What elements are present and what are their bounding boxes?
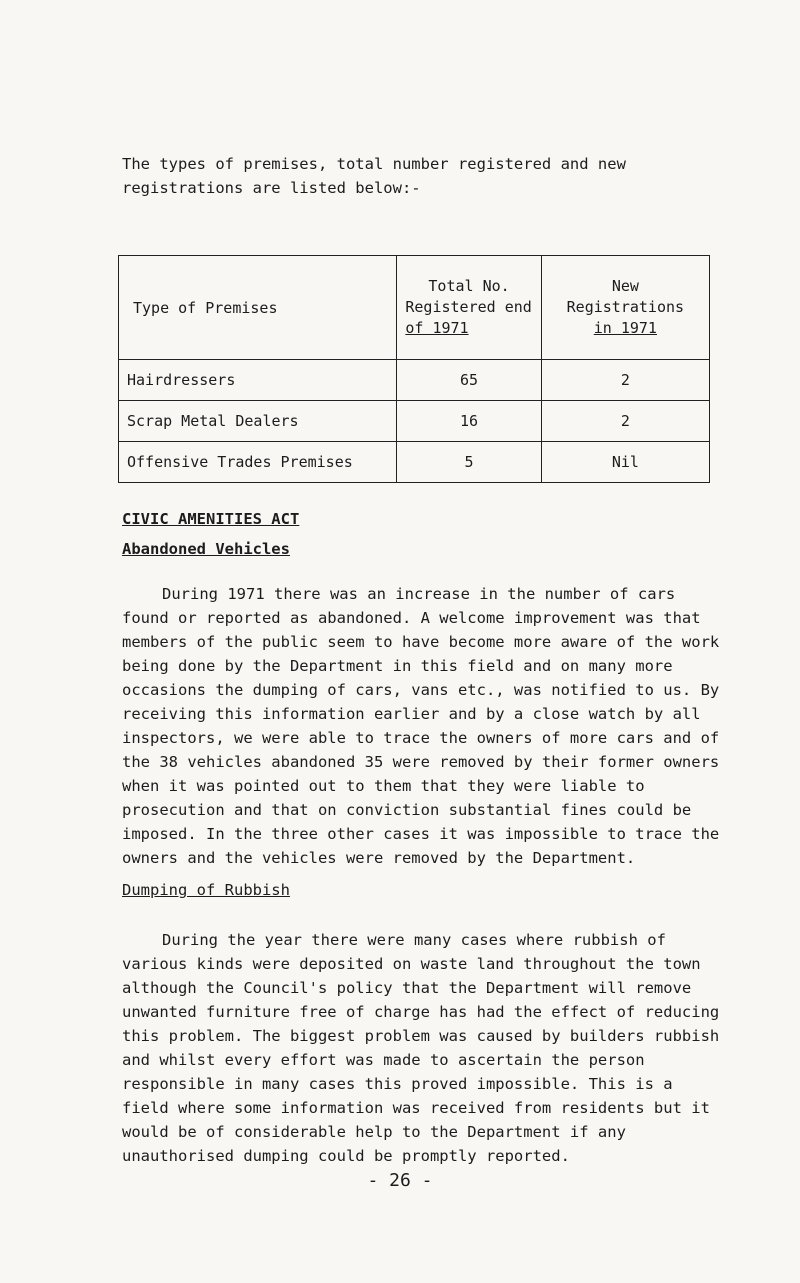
header-total-line3: of 1971 — [405, 319, 469, 337]
dumping-rubbish-heading: Dumping of Rubbish — [122, 881, 290, 899]
row-total: 5 — [397, 442, 541, 483]
row-type: Scrap Metal Dealers — [119, 401, 397, 442]
row-type: Offensive Trades Premises — [119, 442, 397, 483]
abandoned-vehicles-heading: Abandoned Vehicles — [122, 540, 290, 558]
page-number: - 26 - — [367, 1170, 433, 1191]
table-row — [119, 442, 710, 483]
header-type — [119, 256, 397, 360]
table-row — [119, 360, 710, 401]
section-title: CIVIC AMENITIES ACT — [122, 510, 300, 528]
table-header-row — [119, 256, 710, 360]
intro-text: The types of premises, total number registered and new registrations are listed below:- — [122, 155, 626, 197]
row-new: Nil — [541, 442, 709, 483]
header-total — [397, 256, 541, 360]
row-new: 2 — [541, 360, 709, 401]
dumping-rubbish-text: During the year there were many cases where rubbish of various kinds were deposited on waste land throughout the town although the Council's policy that the Department will remove unwanted furniture free of charge has had the effect of reducing this problem. The biggest problem was caused by builders rubbish and whilst every effort was made to ascertain the person responsible in many cases this proved impossible. This is a field where some information was received from residents but it would be of considerable help to the Department if any unauthorised dumping could be promptly reported. — [122, 931, 720, 1165]
header-new — [541, 256, 709, 360]
row-total: 16 — [397, 401, 541, 442]
row-total: 65 — [397, 360, 541, 401]
header-new-line1: New — [611, 277, 639, 295]
table-row — [119, 401, 710, 442]
row-type: Hairdressers — [119, 360, 397, 401]
header-new-line2: Registrations — [566, 298, 685, 316]
abandoned-vehicles-text: During 1971 there was an increase in the number of cars found or reported as abandoned. A welcome improvement was that members of the public seem to have become more aware of the work being done by the Department in this field and on many more occasions the dumping of cars, vans etc., was notified to us. By receiving this information earlier and by a close watch by all inspectors, we were able to trace the owners of more cars and of the 38 vehicles abandoned 35 were removed by their former owners when it was pointed out to them that they were liable to prosecution and that on conviction substantial fines could be imposed. In the three other cases it was impossible to trace the owners and the vehicles were removed by the Department. — [122, 585, 720, 867]
header-total-line1: Total No. — [428, 277, 510, 295]
header-new-line3: in 1971 — [593, 319, 657, 337]
header-total-line2: Registered end — [405, 298, 532, 316]
premises-table — [118, 255, 710, 483]
row-new: 2 — [541, 401, 709, 442]
header-type-label: Type of Premises — [133, 298, 278, 317]
